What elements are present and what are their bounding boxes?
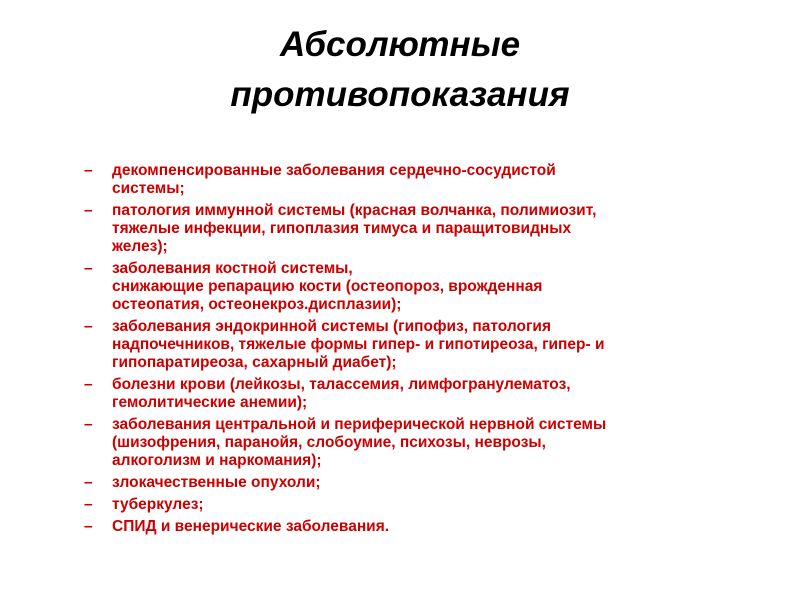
list-item-line: остеопатия, остеонекроз.дисплазии); bbox=[112, 296, 402, 313]
list-item-line: патология иммунной системы (красная волчанка, полимиозит, bbox=[112, 202, 597, 219]
list-item bbox=[84, 416, 764, 470]
list-item bbox=[84, 496, 764, 514]
list-item-line: гипопаратиреоза, сахарный диабет); bbox=[112, 354, 397, 371]
list-item-line: алкоголизм и наркомания); bbox=[112, 452, 322, 469]
bullet-dash: – bbox=[84, 376, 93, 393]
list-item-line: туберкулез; bbox=[112, 496, 204, 513]
list-item-line: желез); bbox=[112, 238, 168, 255]
list-item bbox=[84, 376, 764, 412]
list-item bbox=[84, 260, 764, 314]
bullet-dash: – bbox=[84, 162, 93, 179]
list-item-line: заболевания центральной и периферической нервной системы bbox=[112, 416, 607, 433]
list-item-line: снижающие репарацию кости (остеопороз, врожденная bbox=[112, 278, 543, 295]
bullet-dash: – bbox=[84, 496, 93, 513]
list-item-line: системы; bbox=[112, 180, 185, 197]
list-item-line: (шизофрения, паранойя, слобоумие, психозы, неврозы, bbox=[112, 434, 546, 451]
contraindications-list bbox=[84, 162, 764, 540]
bullet-dash: – bbox=[84, 318, 93, 335]
list-item bbox=[84, 202, 764, 256]
list-item bbox=[84, 318, 764, 372]
bullet-dash: – bbox=[84, 260, 93, 277]
title-line-2: противопоказания bbox=[230, 75, 570, 114]
list-item-line: СПИД и венерические заболевания. bbox=[112, 518, 390, 535]
list-item-line: гемолитические анемии); bbox=[112, 394, 308, 411]
list-item-line: заболевания эндокринной системы (гипофиз, патология bbox=[112, 318, 551, 335]
list-item-line: надпочечников, тяжелые формы гипер- и гипотиреоза, гипер- и bbox=[112, 336, 605, 353]
list-item-line: заболевания костной системы, bbox=[112, 260, 353, 277]
list-item-line: декомпенсированные заболевания сердечно-сосудистой bbox=[112, 162, 556, 179]
list-item-line: тяжелые инфекции, гипоплазия тимуса и паращитовидных bbox=[112, 220, 572, 237]
bullet-dash: – bbox=[84, 416, 93, 433]
slide-title bbox=[60, 20, 740, 120]
list-item bbox=[84, 518, 764, 536]
bullet-dash: – bbox=[84, 202, 93, 219]
list-item bbox=[84, 162, 764, 198]
title-line-1: Абсолютные bbox=[279, 25, 521, 64]
list-item bbox=[84, 474, 764, 492]
bullet-dash: – bbox=[84, 474, 93, 491]
list-item-line: злокачественные опухоли; bbox=[112, 474, 321, 491]
bullet-dash: – bbox=[84, 518, 93, 535]
list-item-line: болезни крови (лейкозы, талассемия, лимфогранулематоз, bbox=[112, 376, 571, 393]
